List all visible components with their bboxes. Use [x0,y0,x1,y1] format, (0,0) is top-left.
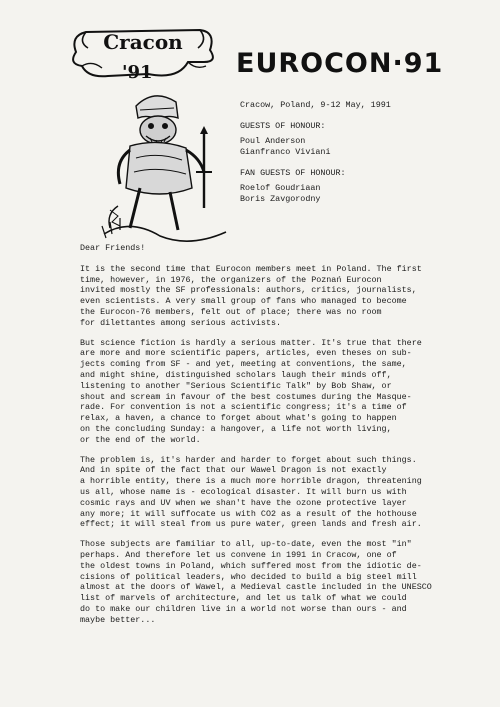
text-line: do to make our children live in a world not worse than ours - and [80,603,407,614]
paragraph [80,539,486,625]
text-line: any more; it will suffocate us with CO2 as a result of the hothouse [80,508,417,519]
text-line: The problem is, it's harder and harder to forget about such things. [80,454,417,465]
fan-guest-name: Boris Zavgorodny [240,194,321,204]
text-line: It is the second time that Eurocon members meet in Poland. The first [80,263,422,274]
text-line: maybe better... [80,614,156,625]
text-line: a horrible entity, there is a much more horrible dragon, threatening [80,476,422,487]
fan-guest-name: Roelof Goudriaan [240,183,321,193]
text-line: time, however, in 1976, the organizers of the Poznań Eurocon [80,274,382,285]
logo-year: '91 [122,62,153,83]
text-line: effect; it will steal from us pure water, green lands and fresh air. [80,519,422,530]
text-line: or the end of the world. [80,434,201,445]
guest-name: Poul Anderson [240,136,306,146]
text-line: listening to another "Serious Scientific Talk" by Bob Shaw, or [80,380,392,391]
text-line: But science fiction is hardly a serious matter. It's true that there [80,337,422,348]
paragraph [80,264,486,329]
text-line: perhaps. And therefore let us convene in 1991 in Cracow, one of [80,549,397,560]
cracon-logo [68,22,218,88]
text-line: us all, whose name is - ecological disaster. It will burn us with [80,486,407,497]
text-line: the Eurocon-76 members, felt out of place; there was no room [80,306,382,317]
text-line: almost at the doors of Wawel, a Medieval castle included in the UNESCO [80,582,432,593]
salutation: Dear Friends! [80,243,146,253]
text-line: are more and more scientific papers, articles, even theses on sub- [80,348,412,359]
event-title: EUROCON·91 [236,48,444,79]
letter-body [80,243,486,635]
text-line: cisions of political leaders, who decided to build a big steel mill [80,571,417,582]
paragraph [80,455,486,531]
dragon-knight-illustration [100,88,230,248]
text-line: jects coming from SF - and yet, meeting at conventions, the same, [80,359,407,370]
text-line: Those subjects are familiar to all, up-to-date, even the most "in" [80,539,412,550]
text-line: and might shine, distinguished scholars laugh their minds off, [80,369,392,380]
fan-guests-heading: FAN GUESTS OF HONOUR: [240,168,346,178]
text-line: even scientists. A very small group of fans who managed to become [80,296,407,307]
location-date: Cracow, Poland, 9-12 May, 1991 [240,100,391,110]
text-line: the oldest towns in Poland, which suffered most from the idiotic de- [80,560,422,571]
text-line: rade. For convention is not a scientific congress; it's a time of [80,402,407,413]
paragraph [80,338,486,446]
text-line: relax, a haven, a chance to forget about what's going to happen [80,413,397,424]
guest-name: Gianfranco Viviani [240,147,331,157]
text-line: list of marvels of architecture, and let us talk of what we could [80,593,407,604]
text-line: cosmic rays and UV when we shan't have the ozone protective layer [80,497,407,508]
text-line: invited mostly the SF professionals: authors, critics, journalists, [80,285,417,296]
event-info [240,100,490,205]
logo-text: Cracon [103,30,183,54]
guests-heading: GUESTS OF HONOUR: [240,121,326,131]
knight-icon [100,88,230,248]
text-line: for dilettantes among serious activists. [80,317,282,328]
text-line: And in spite of the fact that our Wawel Dragon is not exactly [80,465,387,476]
text-line: on the concluding Sunday: a hangover, a life not worth living, [80,423,392,434]
text-line: shout and scream in favour of the best costumes during the Masque- [80,391,412,402]
